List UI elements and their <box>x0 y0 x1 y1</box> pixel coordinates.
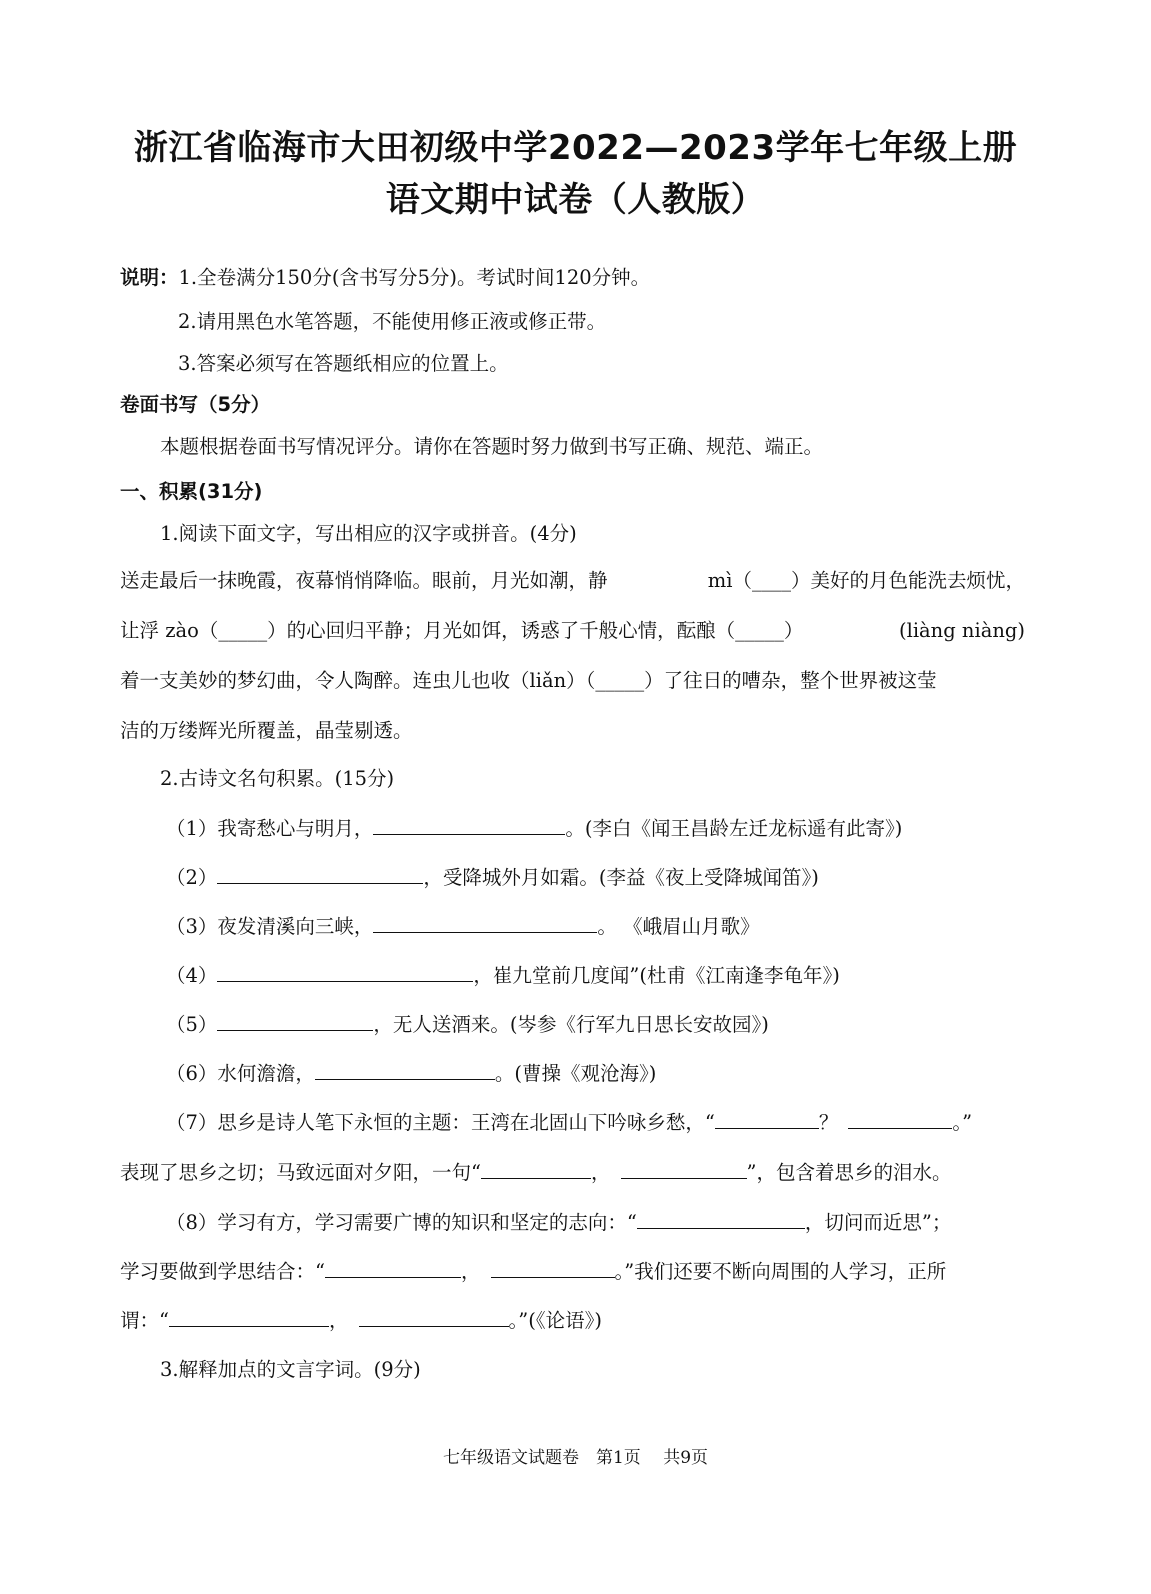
instruction-item1: 1.全卷满分150分(含书写分5分)。考试时间120分钟。 <box>178 266 651 289</box>
answer-blank[interactable] <box>359 1306 509 1327</box>
q1-passage-line2: 让浮 zào（_____）的心回归平静；月光如饵，诱惑了千般心情，酝酿（_____） (liàng niàng) <box>120 617 1025 645</box>
answer-blank[interactable] <box>621 1158 747 1179</box>
q1-passage-line3: 着一支美妙的梦幻曲，令人陶醉。连虫儿也收（liǎn）（_____）了往日的嘈杂，整个世界被这莹 <box>120 669 937 692</box>
q1-prompt: 1.阅读下面文字，写出相应的汉字或拼音。(4分) <box>160 522 577 545</box>
answer-blank[interactable] <box>715 1108 819 1129</box>
instructions-line1 <box>120 264 650 292</box>
answer-blank[interactable] <box>637 1208 805 1229</box>
q2-item3: （3）夜发清溪向三峡， 。 《峨眉山月歌》 <box>166 912 760 941</box>
q2-item1: （1）我寄愁心与明月， 。(李白《闻王昌龄左迁龙标遥有此寄》) <box>166 814 902 843</box>
answer-blank[interactable] <box>325 1257 461 1278</box>
q2-item8-line3: 谓：“ ， 。”(《论语》) <box>120 1306 602 1335</box>
instructions-label: 说明： <box>120 266 179 289</box>
q2-item8-line2: 学习要做到学思结合：“ ， 。”我们还要不断向周围的人学习，正所 <box>120 1257 946 1286</box>
q2-item5: （5） ，无人送酒来。(岑参《行军九日思长安故园》) <box>166 1010 769 1039</box>
q1-blank-zao: 让浮 zào（_____）的心回归平静；月光如饵，诱惑了千般心情，酝酿（_____） <box>120 619 804 642</box>
q2-item7-line2: 表现了思乡之切；马致远面对夕阳，一句“ ， ”，包含着思乡的泪水。 <box>120 1158 951 1187</box>
q3-prompt: 3.解释加点的文言字词。(9分) <box>160 1358 421 1381</box>
q2-item4: （4） ，崔九堂前几度闻”(杜甫《江南逢李龟年》) <box>166 961 840 990</box>
answer-blank[interactable] <box>491 1257 615 1278</box>
instruction-item2: 2.请用黑色水笔答题，不能使用修正液或修正带。 <box>178 310 607 333</box>
answer-blank[interactable] <box>217 961 473 982</box>
section1-heading: 一、积累(31分) <box>120 480 263 503</box>
q2-item6: （6）水何澹澹， 。(曹操《观沧海》) <box>166 1059 656 1088</box>
q1-passage-line4: 洁的万缕辉光所覆盖，晶莹剔透。 <box>120 719 413 742</box>
answer-blank[interactable] <box>217 1010 373 1031</box>
q2-item7-line1: （7）思乡是诗人笔下永恒的主题：王湾在北固山下吟咏乡愁，“ ？ 。” <box>166 1108 972 1137</box>
page-title-line2: 语文期中试卷（人教版） <box>385 180 766 220</box>
q2-item8-line1: （8）学习有方，学习需要广博的知识和坚定的志向：“ ，切问而近思”； <box>166 1208 951 1237</box>
handwriting-heading: 卷面书写（5分） <box>120 393 271 416</box>
q2-item2: （2） ，受降城外月如霜。(李益《夜上受降城闻笛》) <box>166 863 819 892</box>
page-title-line1: 浙江省临海市大田初级中学2022—2023学年七年级上册 <box>133 128 1018 168</box>
answer-blank[interactable] <box>373 912 597 933</box>
answer-blank[interactable] <box>373 814 565 835</box>
answer-blank[interactable] <box>481 1158 591 1179</box>
handwriting-text: 本题根据卷面书写情况评分。请你在答题时努力做到书写正确、规范、端正。 <box>160 435 824 458</box>
q1-passage-line1: 送走最后一抹晚霞，夜幕悄悄降临。眼前，月光如潮，静 mì（____）美好的月色能洗去烦忧， <box>120 567 1025 595</box>
answer-blank[interactable] <box>169 1306 329 1327</box>
page-footer: 七年级语文试题卷 第1页 共9页 <box>442 1448 709 1468</box>
instruction-item3: 3.答案必须写在答题纸相应的位置上。 <box>178 352 509 375</box>
answer-blank[interactable] <box>217 863 423 884</box>
q2-prompt: 2.古诗文名句积累。(15分) <box>160 767 395 790</box>
q1-blank-mi: mì（____）美好的月色能洗去烦忧， <box>707 569 1025 592</box>
answer-blank[interactable] <box>315 1059 495 1080</box>
answer-blank[interactable] <box>848 1108 952 1129</box>
